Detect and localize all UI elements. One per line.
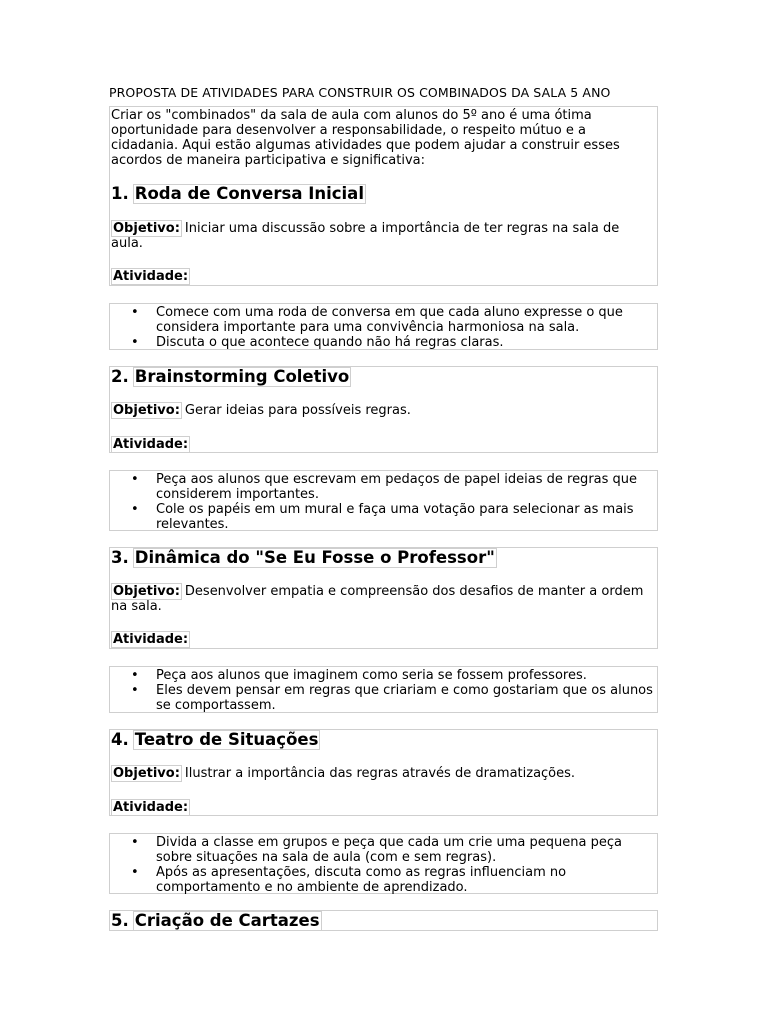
intro-paragraph: Criar os "combinados" da sala de aula com alunos do 5º ano é uma ótima oportunidade para desenvolver a responsabilidade, o respeito mútuo e a cidadania. Aqui estão algumas atividades que podem ajudar a construir esses acordos de maneira participativa e significativa: [111, 108, 620, 168]
section-3-box [109, 547, 658, 649]
section-2-heading [111, 367, 351, 387]
list-item: • Peça aos alunos que escrevam em pedaços de papel ideias de regras que considerem importantes. [110, 472, 657, 502]
list-item: • Cole os papéis em um mural e faça uma votação para selecionar as mais relevantes. [110, 502, 657, 532]
objective-label: Objetivo: [113, 584, 180, 599]
section-2-objective [111, 403, 653, 418]
section-4-objective [111, 766, 653, 781]
section-3-number: 3. [111, 548, 129, 567]
activity-label: Atividade: [113, 800, 189, 815]
section-2-activity [111, 437, 653, 452]
objective-label: Objetivo: [113, 221, 180, 236]
section-4-heading [111, 730, 320, 750]
section-4-box [109, 729, 658, 816]
list-item: • Divida a classe em grupos e peça que cada um crie uma pequena peça sobre situações na sala de aula (com e sem regras). [110, 835, 657, 865]
section-4-activity [111, 800, 653, 815]
section-2-title: Brainstorming Coletivo [134, 367, 350, 386]
section-1-number: 1. [111, 184, 129, 203]
section-5-number: 5. [111, 911, 129, 930]
objective-label: Objetivo: [113, 403, 180, 418]
section-5-heading [111, 911, 322, 931]
activity-label: Atividade: [113, 437, 189, 452]
section-2-activity-list [109, 470, 658, 531]
section-3-activity-list [109, 666, 658, 713]
section-3-objective [111, 584, 653, 614]
list-item: • Discuta o que acontece quando não há regras claras. [110, 335, 657, 350]
section-1-heading [111, 184, 366, 204]
section-4-title: Teatro de Situações [134, 730, 319, 749]
list-item: • Peça aos alunos que imaginem como seria se fossem professores. [110, 668, 657, 683]
activity-label: Atividade: [113, 632, 189, 647]
section-4-objective-text: Ilustrar a importância das regras através de dramatizações. [184, 766, 576, 781]
section-2-objective-text: Gerar ideias para possíveis regras. [184, 403, 411, 418]
section-5-box [109, 910, 658, 931]
section-2-box [109, 366, 658, 453]
list-item: • Comece com uma roda de conversa em que cada aluno expresse o que considera importante para uma convivência harmoniosa na sala. [110, 305, 657, 335]
section-1-activity [111, 269, 653, 284]
section-3-title: Dinâmica do "Se Eu Fosse o Professor" [134, 548, 495, 567]
section-1-activity-list [109, 303, 658, 350]
section-3-heading [111, 548, 497, 568]
section-4-number: 4. [111, 730, 129, 749]
section-1-title: Roda de Conversa Inicial [134, 184, 364, 203]
section-3-objective-text: Desenvolver empatia e compreensão dos desafios de manter a ordem na sala. [111, 584, 644, 614]
section-1-objective-text: Iniciar uma discussão sobre a importância de ter regras na sala de aula. [111, 221, 620, 251]
section-4-activity-list [109, 833, 658, 894]
section-1-box [109, 106, 658, 286]
list-item: • Eles devem pensar em regras que criariam e como gostariam que os alunos se comportassem. [110, 683, 657, 713]
list-item: • Após as apresentações, discuta como as regras influenciam no comportamento e no ambiente de aprendizado. [110, 865, 657, 895]
section-3-activity [111, 632, 653, 647]
objective-label: Objetivo: [113, 766, 180, 781]
section-1-objective [111, 221, 653, 251]
activity-label: Atividade: [113, 269, 189, 284]
document-title: PROPOSTA DE ATIVIDADES PARA CONSTRUIR OS COMBINADOS DA SALA 5 ANO [109, 85, 611, 100]
section-5-title: Criação de Cartazes [134, 911, 320, 930]
section-2-number: 2. [111, 367, 129, 386]
